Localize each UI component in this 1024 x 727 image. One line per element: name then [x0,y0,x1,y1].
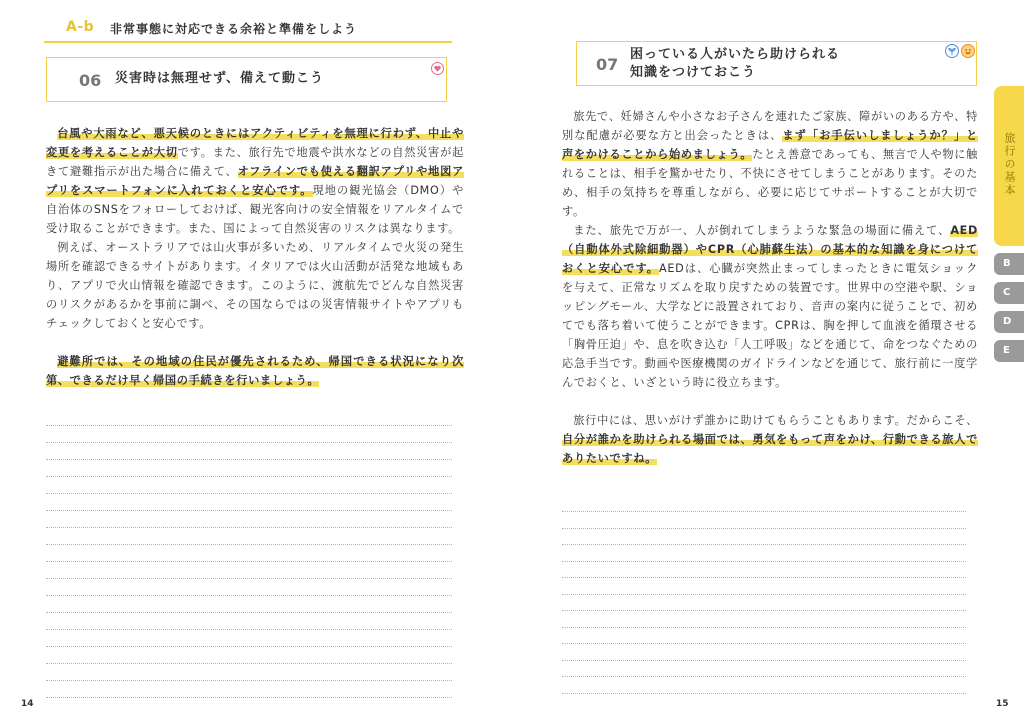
body-text: 旅先で、妊婦さんや小さなお子さんを連れたご家族、障がいのある方や、特別な配慮が必要な方と出会ったときは、 [562,110,978,142]
plant-icon [945,44,959,58]
tab-e[interactable]: E [994,340,1024,362]
note-line [562,561,966,562]
heart-icon [431,62,444,75]
note-line [46,612,452,613]
note-line [562,693,966,694]
note-line [46,680,452,681]
paragraph [562,107,978,221]
paragraph [46,238,464,333]
body-text: 現地の観光協会（DMO）や自治体のSNSをフォローしておけば、観光客向けの安全情報をリアルタイムで受け取ることができます。また、国によって自然災害のリスクは異なります。 [46,184,464,235]
note-line [562,676,966,677]
tab-travel-basics[interactable] [994,86,1024,246]
body-text: 旅行中には、思いがけず誰かに助けてもらうこともあります。だからこそ、 [573,414,978,427]
topic-box-07 [576,41,977,86]
note-line [46,595,452,596]
highlighted-text: 台風や大雨など、悪天候のときにはアクティビティを無理に行わず、中止や変更を考えることが大切 [46,127,464,159]
left-paragraphs [46,124,464,390]
tab-travel-basics-label: 旅行の基本 [1003,132,1016,197]
note-line [46,663,452,664]
section-code: A-b [66,19,95,35]
body-text: 例えば、オーストラリアでは山火事が多いため、リアルタイムで火災の発生場所を確認できるサイトがあります。イタリアでは火山活動が活発な地域もあり、アプリで火山情報を確認できます。このように、渡航先でどんな自然災害のリスクがあるかを事前に調べ、その国ならではの災害情報サイトやアプリもチェックしておくと安心です。 [46,241,464,330]
tab-b[interactable]: B [994,253,1024,275]
topic-number: 07 [596,55,619,74]
note-line [46,629,452,630]
smile-icon [961,44,975,58]
note-line [562,511,966,512]
page-number-right: 15 [996,699,1009,709]
body-text: また、旅先で万が一、人が倒れてしまうような緊急の場面に備えて、 [573,224,951,237]
note-line [46,544,452,545]
topic-title: 災害時は無理せず、備えて動こう [115,71,324,86]
highlighted-text: 自分が誰かを助けられる場面では、勇気をもって声をかけ、行動できる旅人でありたいですね。 [562,433,978,465]
note-line [46,510,452,511]
header-rule [44,41,452,43]
note-line [562,627,966,628]
note-line [562,577,966,578]
left-body [46,124,464,390]
note-line [562,544,966,545]
paragraph [562,221,978,392]
note-line [46,578,452,579]
note-line [46,476,452,477]
topic-title [630,46,840,82]
highlighted-text: 避難所では、その地域の住民が優先されるため、帰国できる状況になり次第、できるだけ早く帰国の手続きを行いましょう。 [46,355,464,387]
note-lines-right [562,511,966,705]
topic-title-line-2: 知識をつけておこう [630,65,757,80]
note-line [46,561,452,562]
note-line [562,643,966,644]
page-number-left: 14 [21,699,34,709]
body-text: たとえ善意であっても、無言で人や物に触れることは、相手を驚かせたり、不快にさせてしまうことがあります。そのため、相手の気持ちを尊重しながら、必要に応じてサポートすることが大切です。 [562,148,978,218]
note-line [46,527,452,528]
section-title: 非常事態に対応できる余裕と準備をしよう [110,22,358,36]
note-line [562,594,966,595]
topic-title-line-1: 困っている人がいたら助けられる [630,47,841,62]
note-line [46,425,452,426]
note-line [562,528,966,529]
paragraph [46,124,464,238]
note-line [46,442,452,443]
tab-d[interactable]: D [994,311,1024,333]
paragraph [46,352,464,390]
note-line [46,697,452,698]
note-line [562,660,966,661]
right-body [562,107,978,468]
note-line [46,459,452,460]
topic-number: 06 [79,71,102,90]
note-line [562,610,966,611]
body-text: です。また、旅行先で地震や洪水などの自然災害が起きて避難指示が出た場合に備えて、 [46,146,465,178]
tab-c[interactable]: C [994,282,1024,304]
highlighted-text: オフラインでも使える翻訳アプリや地図アプリをスマートフォンに入れておくと安心です。 [46,165,464,197]
body-text: AEDは、心臓が突然止まってしまったときに電気ショックを与えて、正常なリズムを取り戻すための装置です。世界中の空港や駅、ショッピングモール、大学などに設置されており、音声の案内に従うことで、初めてでも落ち着いて使うことができます。CPRは、胸を押して血液を循環させる「胸骨圧迫」や、息を吹き込む「人工呼吸」などを通じて、命をつなぐための応急手当です。動画や医療機関のガイドラインなどを通じて、旅行前に一度学んでおくと、いざという時に役立ちます。 [562,262,978,389]
paragraph [562,411,978,468]
topic-box-06 [46,57,447,102]
right-paragraphs [562,107,978,468]
note-lines-left [46,425,452,705]
note-line [46,646,452,647]
highlighted-text: AED（自動体外式除細動器）やCPR（心肺蘇生法）の基本的な知識を身につけておくと安心です。 [562,224,978,275]
highlighted-text: まず「お手伝いしましょうか？」と声をかけることから始めましょう。 [562,129,978,161]
note-line [46,493,452,494]
